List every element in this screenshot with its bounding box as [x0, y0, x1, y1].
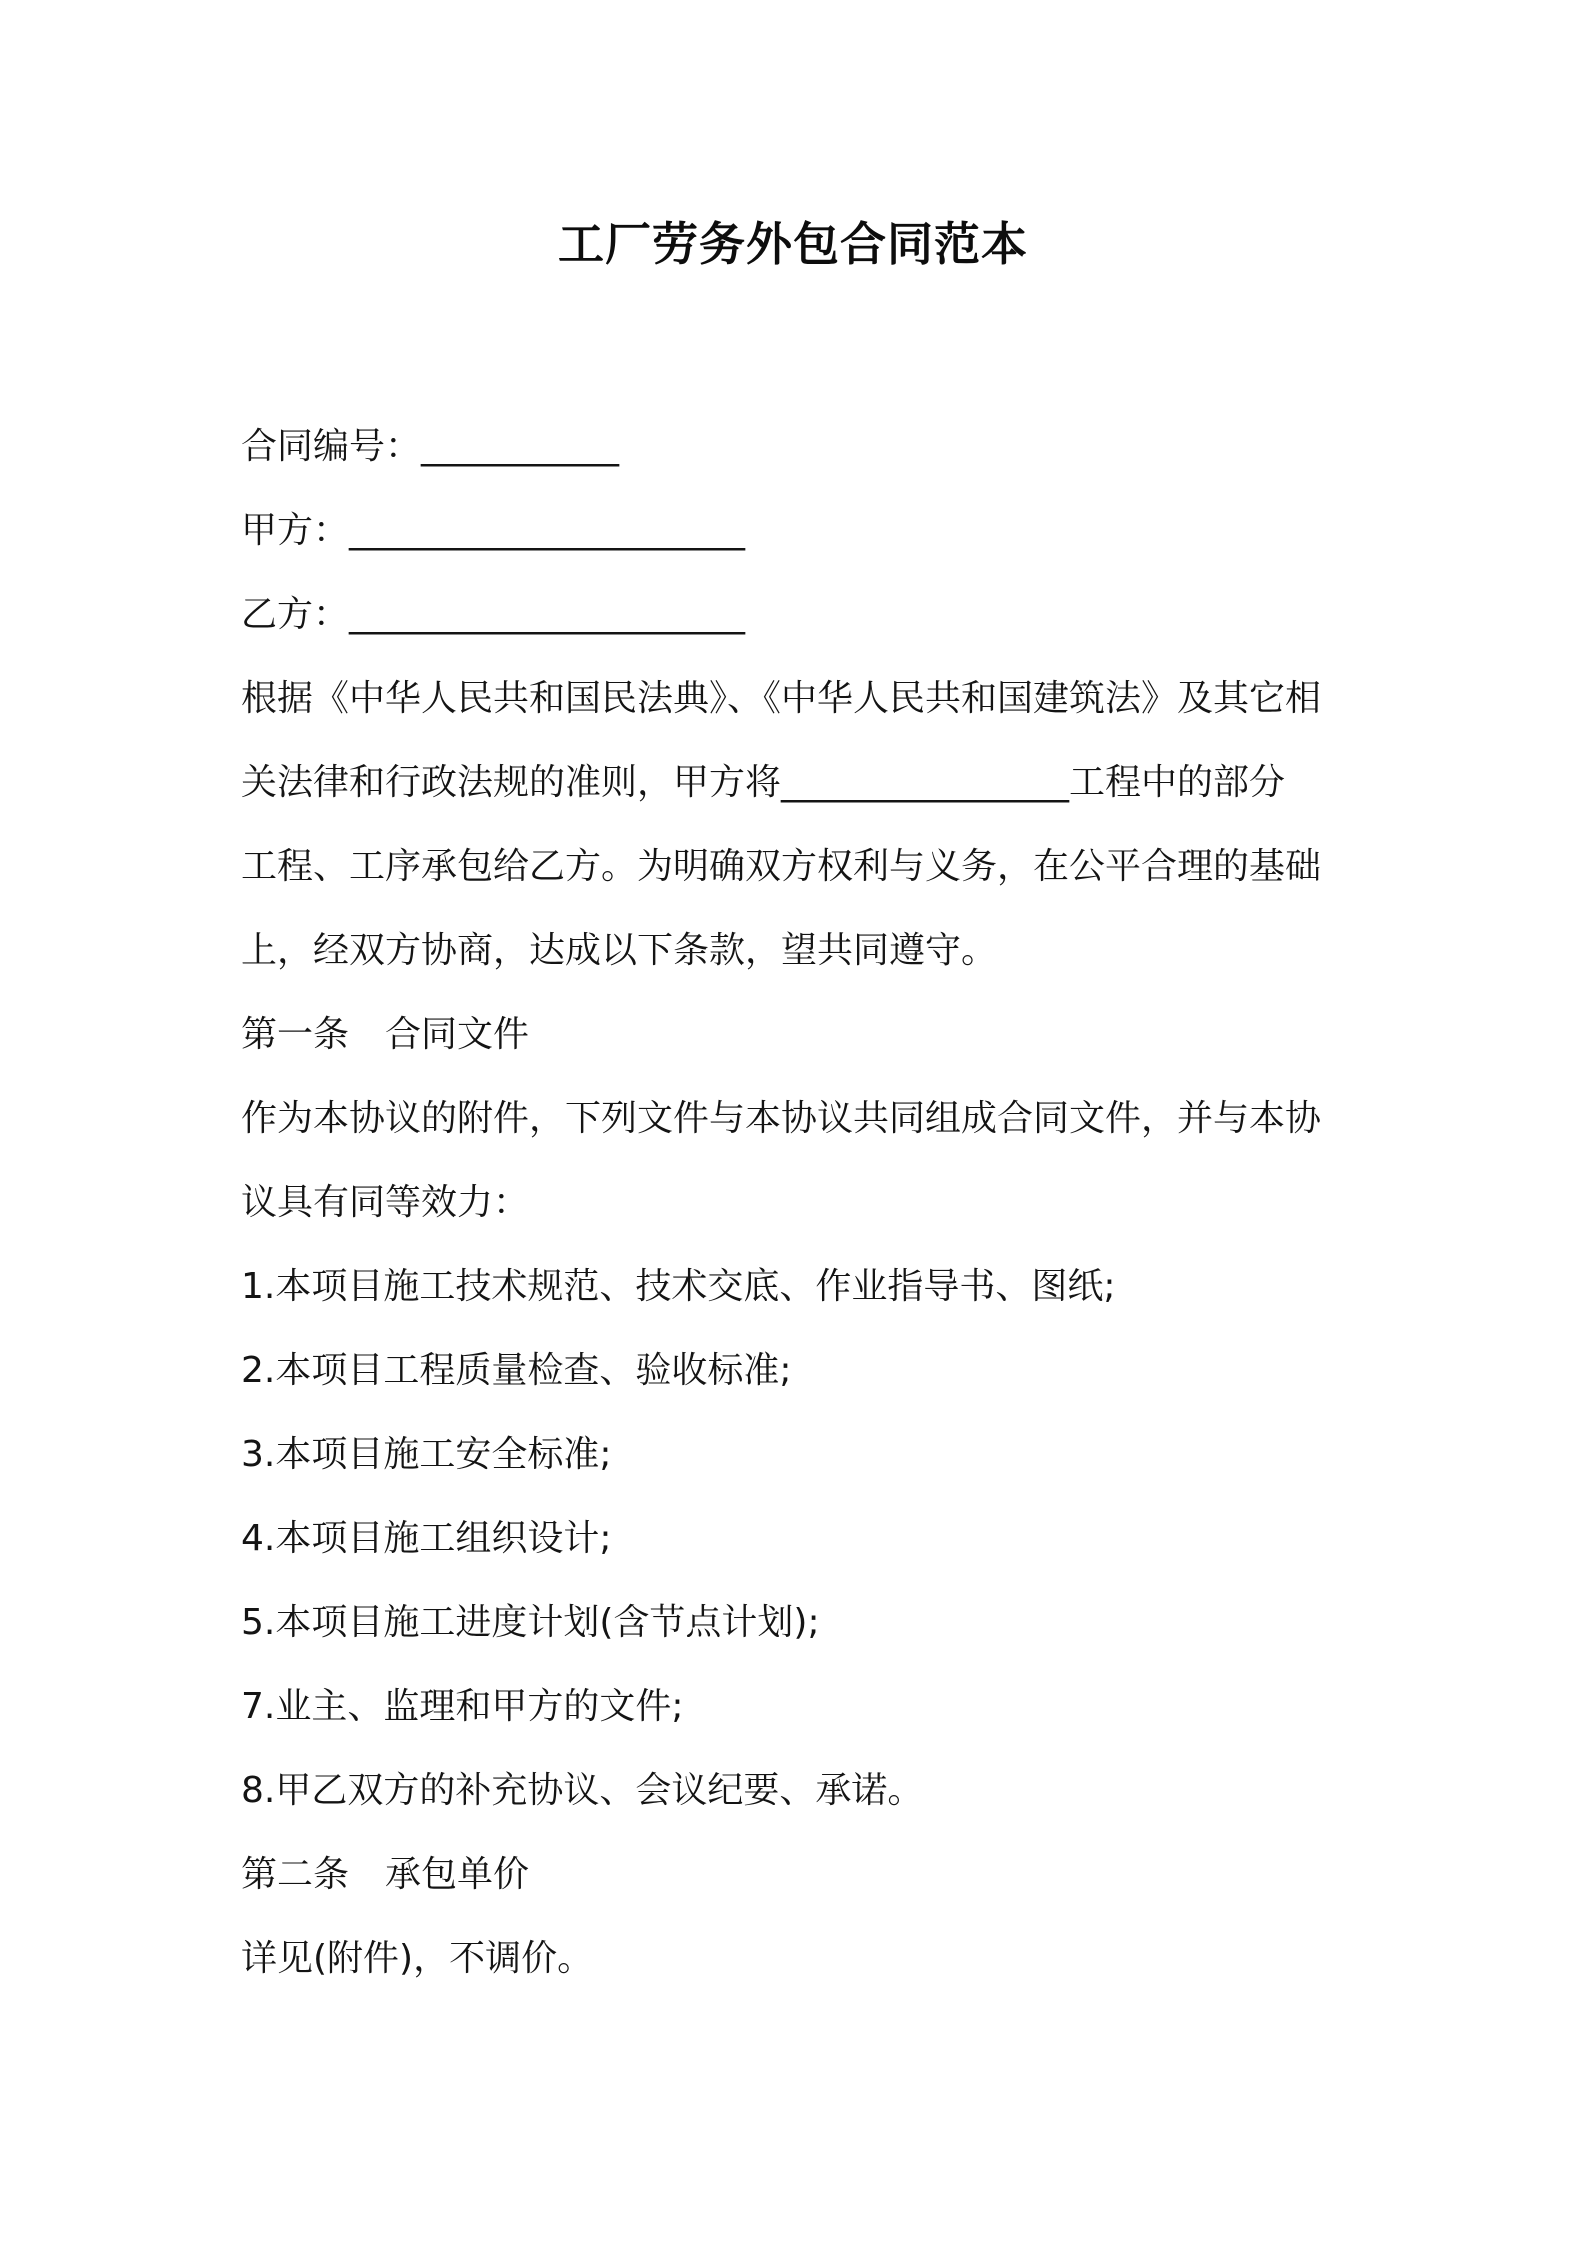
contract-number-line: 合同编号：___________ [241, 426, 620, 467]
list-item: 4.本项目施工组织设计; [241, 1518, 612, 1559]
list-item: 5.本项目施工进度计划(含节点计划); [241, 1602, 820, 1643]
document-title: 工厂劳务外包合同范本 [558, 217, 1028, 271]
list-item: 2.本项目工程质量检查、验收标准; [241, 1350, 792, 1391]
preamble-line-2: 关法律和行政法规的准则，甲方将________________工程中的部分 [241, 762, 1286, 803]
article-2-heading: 第二条 承包单价 [241, 1854, 530, 1895]
preamble-line-3: 工程、工序承包给乙方。为明确双方权利与义务，在公平合理的基础 [241, 846, 1322, 887]
article-2-body: 详见(附件)，不调价。 [241, 1938, 594, 1979]
preamble-line-4: 上，经双方协商，达成以下条款，望共同遵守。 [241, 930, 998, 971]
list-item: 8.甲乙双方的补充协议、会议纪要、承诺。 [241, 1770, 924, 1811]
party-a-line: 甲方：______________________ [241, 510, 746, 551]
list-item: 1.本项目施工技术规范、技术交底、作业指导书、图纸; [241, 1266, 1116, 1307]
article-1-intro-line-2: 议具有同等效力： [241, 1182, 530, 1223]
list-item: 3.本项目施工安全标准; [241, 1434, 612, 1475]
article-1-heading: 第一条 合同文件 [241, 1014, 530, 1055]
list-item: 7.业主、监理和甲方的文件; [241, 1686, 684, 1727]
document-body [241, 405, 1361, 2001]
article-1-intro-line-1: 作为本协议的附件，下列文件与本协议共同组成合同文件，并与本协 [241, 1098, 1322, 1139]
party-b-line: 乙方：______________________ [241, 594, 746, 635]
preamble-line-1: 根据《中华人民共和国民法典》、《中华人民共和国建筑法》及其它相 [241, 678, 1322, 719]
